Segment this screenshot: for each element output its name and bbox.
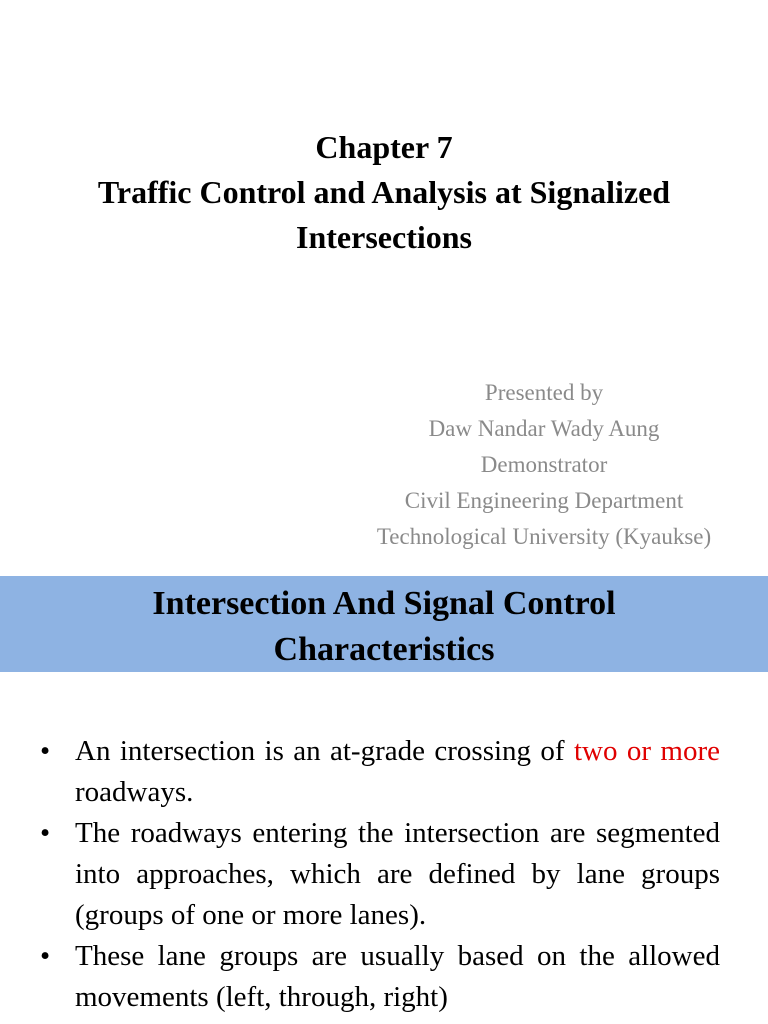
presenter-department: Civil Engineering Department	[404, 488, 684, 513]
chapter-title-line1: Traffic Control and Analysis at Signalized	[97, 174, 671, 210]
bullet-text-after: roadways.	[75, 776, 194, 808]
bullet-text: The roadways entering the intersection are segmented into approaches, which are defined by lane groups (groups of one or more lanes).	[75, 817, 720, 931]
bullet-list	[20, 731, 720, 1018]
bullet-text-before: An intersection is an at-grade crossing of	[75, 735, 574, 767]
bullet-dot: •	[40, 735, 51, 767]
chapter-title-line2: Intersections	[296, 219, 472, 255]
list-item	[20, 731, 720, 813]
presenter-university: Technological University (Kyaukse)	[376, 524, 712, 549]
section-heading	[0, 581, 768, 673]
section-heading-line1: Intersection And Signal Control	[152, 585, 616, 622]
list-item	[20, 813, 720, 936]
presented-by-label: Presented by	[484, 380, 604, 405]
chapter-title	[0, 125, 768, 260]
bullet-text: These lane groups are usually based on the allowed movements (left, through, right)	[75, 940, 720, 1013]
bullet-highlight: two or more	[573, 735, 720, 767]
presenter-info	[340, 375, 748, 555]
bullet-dot: •	[40, 940, 51, 972]
presenter-name: Daw Nandar Wady Aung	[428, 416, 660, 441]
list-item	[20, 936, 720, 1018]
bullet-dot: •	[40, 817, 51, 849]
chapter-number: Chapter 7	[315, 129, 453, 165]
section-heading-line2: Characteristics	[273, 631, 495, 668]
presenter-role: Demonstrator	[480, 452, 608, 477]
